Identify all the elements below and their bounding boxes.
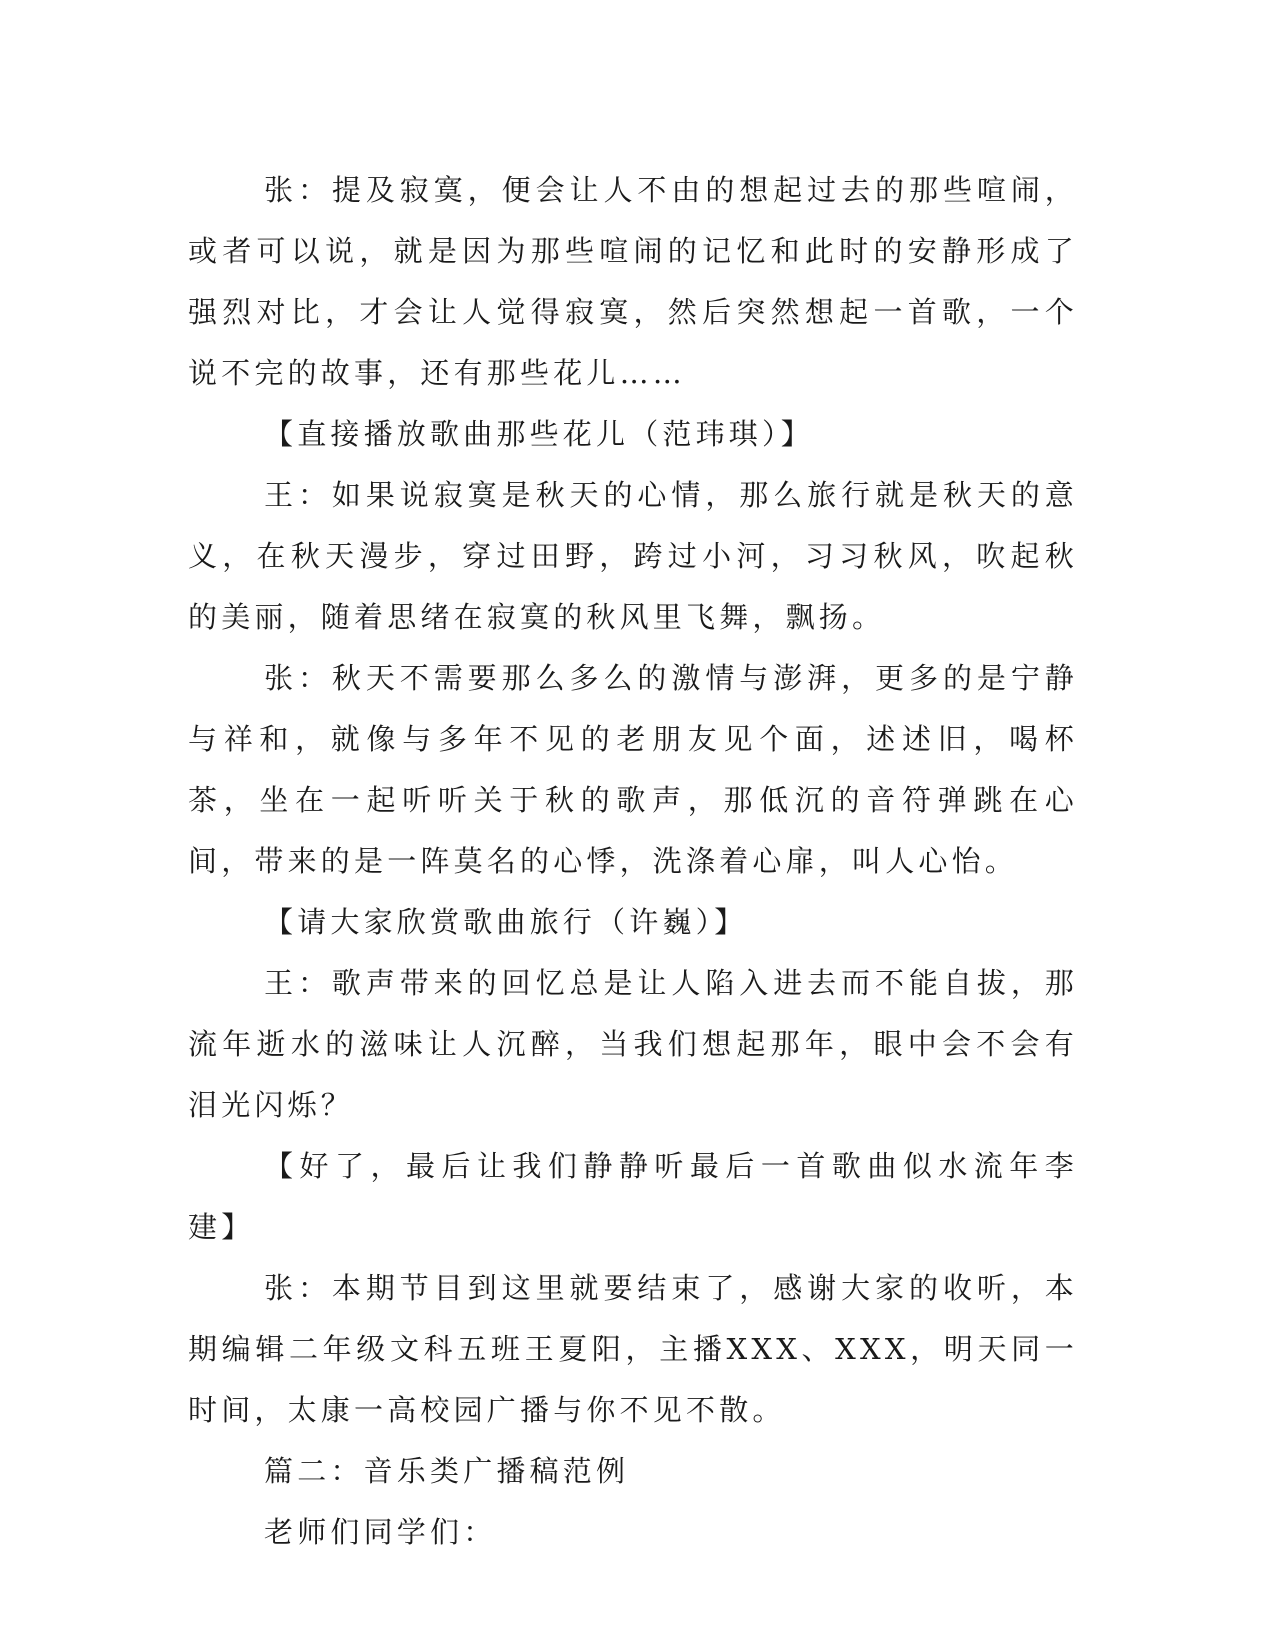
paragraph-wang-memories: 王：歌声带来的回忆总是让人陷入进去而不能自拔，那流年逝水的滋味让人沉醉，当我们想起那年，眼中会不会有泪光闪烁？ [188, 966, 1078, 1122]
stage-direction-enjoy-song: 【请大家欣赏歌曲旅行（许巍）】 [264, 905, 748, 939]
stage-direction-play-song: 【直接播放歌曲那些花儿（范玮琪）】 [264, 417, 814, 451]
section-heading: 篇二：音乐类广播稿范例 [264, 1454, 630, 1488]
paragraph-zhang-closing: 张：本期节目到这里就要结束了，感谢大家的收听，本期编辑二年级文科五班王夏阳，主播XXX、XXX，明天同一时间，太康一高校园广播与你不见不散。 [188, 1271, 1078, 1427]
paragraph-zhang-loneliness: 张：提及寂寞，便会让人不由的想起过去的那些喧闹，或者可以说，就是因为那些喧闹的记忆和此时的安静形成了强烈对比，才会让人觉得寂寞，然后突然想起一首歌，一个说不完的故事，还有那些花儿…… [188, 173, 1078, 390]
greeting-line: 老师们同学们： [264, 1515, 497, 1549]
paragraph-zhang-autumn-calm: 张：秋天不需要那么多么的激情与澎湃，更多的是宁静与祥和，就像与多年不见的老朋友见个面，述述旧，喝杯茶，坐在一起听听关于秋的歌声，那低沉的音符弹跳在心间，带来的是一阵莫名的心悸，洗涤着心扉，叫人心怡。 [188, 661, 1078, 878]
paragraph-wang-autumn-travel: 王：如果说寂寞是秋天的心情，那么旅行就是秋天的意义，在秋天漫步，穿过田野，跨过小河，习习秋风，吹起秋的美丽，随着思绪在寂寞的秋风里飞舞，飘扬。 [188, 478, 1078, 634]
stage-direction-last-song: 【好了，最后让我们静静听最后一首歌曲似水流年李建】 [188, 1149, 1078, 1244]
document-body [188, 160, 1078, 1563]
